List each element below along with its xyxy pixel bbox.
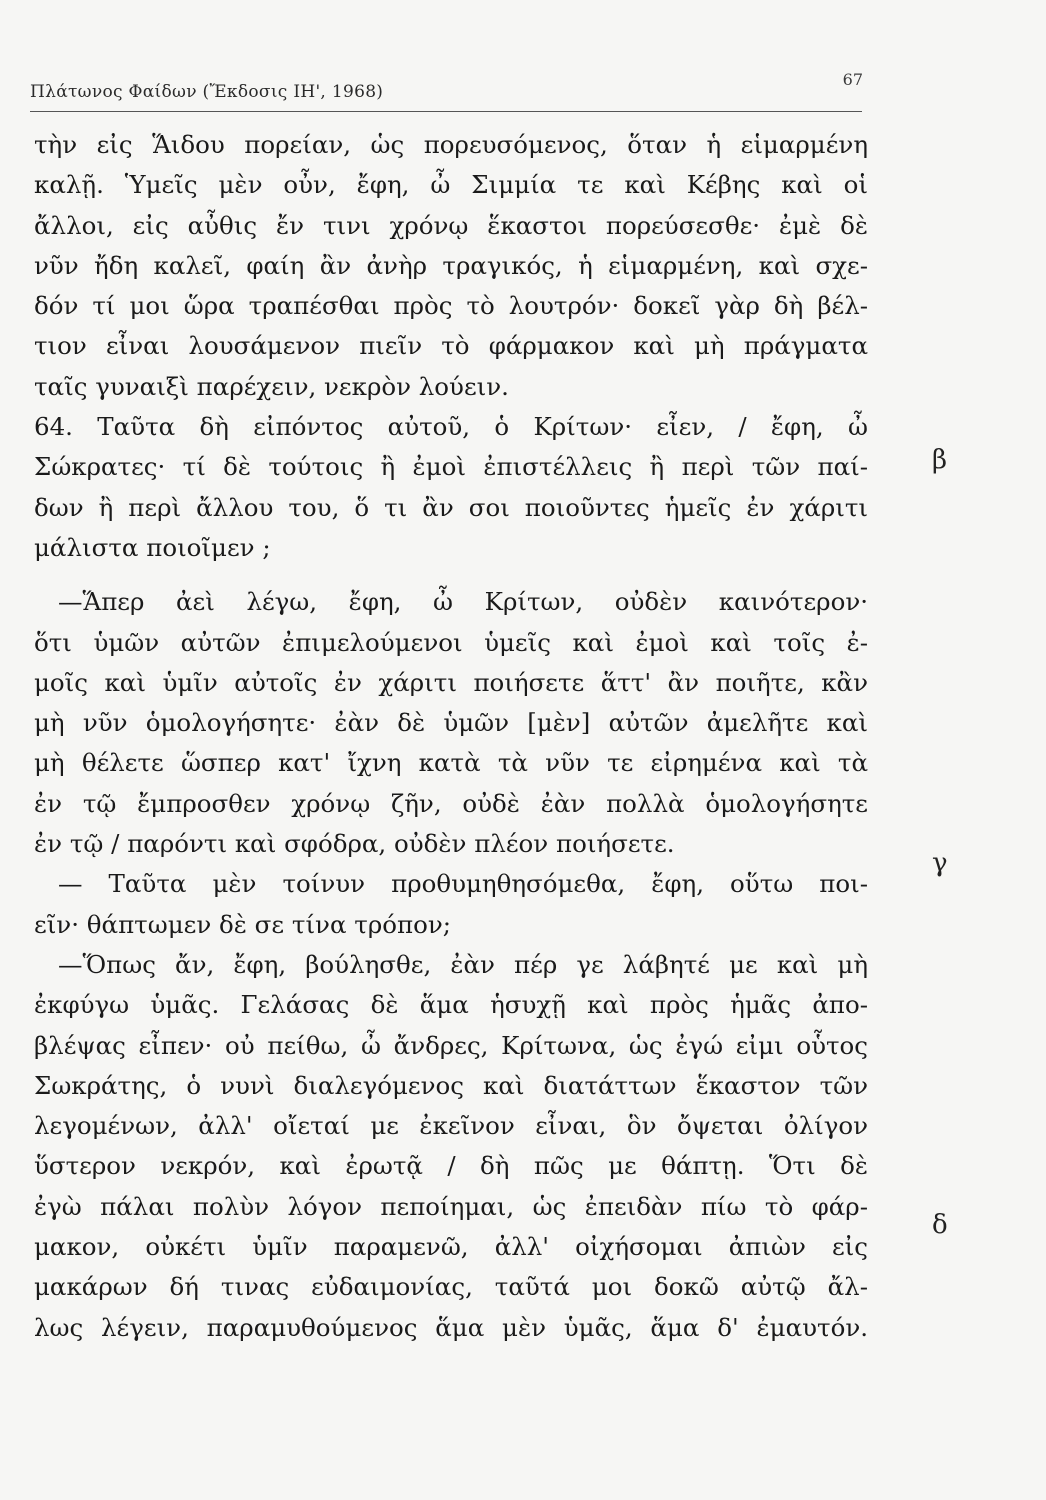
text-line: μὴ θέλετε ὥσπερ κατ' ἴχνη κατὰ τὰ νῦν τε εἰρημένα καὶ τὰ: [34, 748, 868, 778]
margin-marker-beta: β: [932, 445, 948, 475]
text-line: ἐν τῷ / παρόντι καὶ σφόδρα, οὐδὲν πλέον ποιήσετε.: [34, 829, 675, 859]
text-line: — Ταῦτα μὲν τοίνυν προθυμηθησόμεθα, ἔφη, οὕτω ποι-: [58, 869, 868, 899]
text-line: μάλιστα ποιοῖμεν ;: [34, 532, 271, 562]
text-line: ἐγὼ πάλαι πολὺν λόγον πεποίημαι, ὡς ἐπειδὰν πίω τὸ φάρ-: [34, 1191, 868, 1221]
page-number: 67: [842, 70, 863, 89]
text-line: Σωκράτης, ὁ νυνὶ διαλεγόμενος καὶ διατάττων ἕκαστον τῶν: [34, 1070, 868, 1100]
running-header: Πλάτωνος Φαίδων (Ἔκδοσις ΙΗ', 1968): [30, 82, 384, 102]
text-line: ὕστερον νεκρόν, καὶ ἐρωτᾷ / δὴ πῶς με θάπτῃ. Ὅτι δὲ: [34, 1151, 868, 1181]
text-line: νῦν ἤδη καλεῖ, φαίη ἂν ἀνὴρ τραγικός, ἡ εἱμαρμένη, καὶ σχε-: [34, 250, 868, 280]
text-line: δόν τί μοι ὥρα τραπέσθαι πρὸς τὸ λουτρόν· δοκεῖ γὰρ δὴ βέλ-: [34, 291, 868, 321]
text-line: μοῖς καὶ ὑμῖν αὐτοῖς ἐν χάριτι ποιήσετε ἅττ' ἂν ποιῆτε, κἂν: [34, 667, 868, 697]
text-line: βλέψας εἶπεν· οὐ πείθω, ὦ ἄνδρες, Κρίτωνα, ὡς ἐγώ εἰμι οὗτος: [34, 1030, 868, 1060]
text-line: τιον εἶναι λουσάμενον πιεῖν τὸ φάρμακον καὶ μὴ πράγματα: [34, 331, 868, 361]
text-line: μακάρων δή τινας εὐδαιμονίας, ταῦτά μοι δοκῶ αὐτῷ ἄλ-: [34, 1272, 868, 1302]
text-line: τὴν εἰς Ἅιδου πορείαν, ὡς πορευσόμενος, ὅταν ἡ εἱμαρμένη: [34, 130, 868, 159]
margin-marker-gamma: γ: [932, 848, 948, 878]
header-rule: [30, 111, 862, 112]
body-text: [34, 125, 868, 1348]
text-line: ἄλλοι, εἰς αὖθις ἔν τινι χρόνῳ ἕκαστοι πορεύσεσθε· ἐμὲ δὲ: [34, 210, 868, 240]
text-line: λεγομένων, ἀλλ' οἴεταί με ἐκεῖνον εἶναι, ὃν ὄψεται ὀλίγον: [34, 1111, 868, 1141]
text-line: ὅτι ὑμῶν αὐτῶν ἐπιμελούμενοι ὑμεῖς καὶ ἐμοὶ καὶ τοῖς ἐ-: [34, 627, 868, 657]
text-line: ἐν τῷ ἔμπροσθεν χρόνῳ ζῆν, οὐδὲ ἐὰν πολλὰ ὁμολογήσητε: [34, 788, 868, 818]
text-line: —Ὅπως ἄν, ἔφη, βούλησθε, ἐὰν πέρ γε λάβητέ με καὶ μὴ: [58, 949, 868, 979]
text-line: μὴ νῦν ὁμολογήσητε· ἐὰν δὲ ὑμῶν [μὲν] αὐτῶν ἀμελῆτε καὶ: [34, 708, 868, 738]
text-line: —Ἅπερ ἀεὶ λέγω, ἔφη, ὦ Κρίτων, οὐδὲν καινότερον·: [58, 587, 868, 617]
margin-marker-delta: δ: [932, 1210, 948, 1240]
text-line: λως λέγειν, παραμυθούμενος ἅμα μὲν ὑμᾶς, ἅμα δ' ἐμαυτόν.: [34, 1312, 868, 1342]
text-line: Σώκρατες· τί δὲ τούτοις ἢ ἐμοὶ ἐπιστέλλεις ἢ περὶ τῶν παί-: [34, 452, 868, 482]
text-line: 64. Ταῦτα δὴ εἰπόντος αὐτοῦ, ὁ Κρίτων· εἶεν, / ἔφη, ὦ: [34, 412, 868, 442]
text-line: καλῇ. Ὑμεῖς μὲν οὖν, ἔφη, ὦ Σιμμία τε καὶ Κέβης καὶ οἱ: [34, 170, 868, 200]
text-line: ταῖς γυναιξὶ παρέχειν, νεκρὸν λούειν.: [34, 371, 509, 401]
text-line: ἐκφύγω ὑμᾶς. Γελάσας δὲ ἅμα ἡσυχῇ καὶ πρὸς ἡμᾶς ἀπο-: [34, 990, 868, 1020]
text-line: μακον, οὐκέτι ὑμῖν παραμενῶ, ἀλλ' οἰχήσομαι ἀπιὼν εἰς: [34, 1232, 868, 1262]
text-line: δων ἢ περὶ ἄλλου του, ὅ τι ἂν σοι ποιοῦντες ἡμεῖς ἐν χάριτι: [34, 492, 868, 522]
text-line: εῖν· θάπτωμεν δὲ σε τίνα τρόπον;: [34, 909, 451, 939]
